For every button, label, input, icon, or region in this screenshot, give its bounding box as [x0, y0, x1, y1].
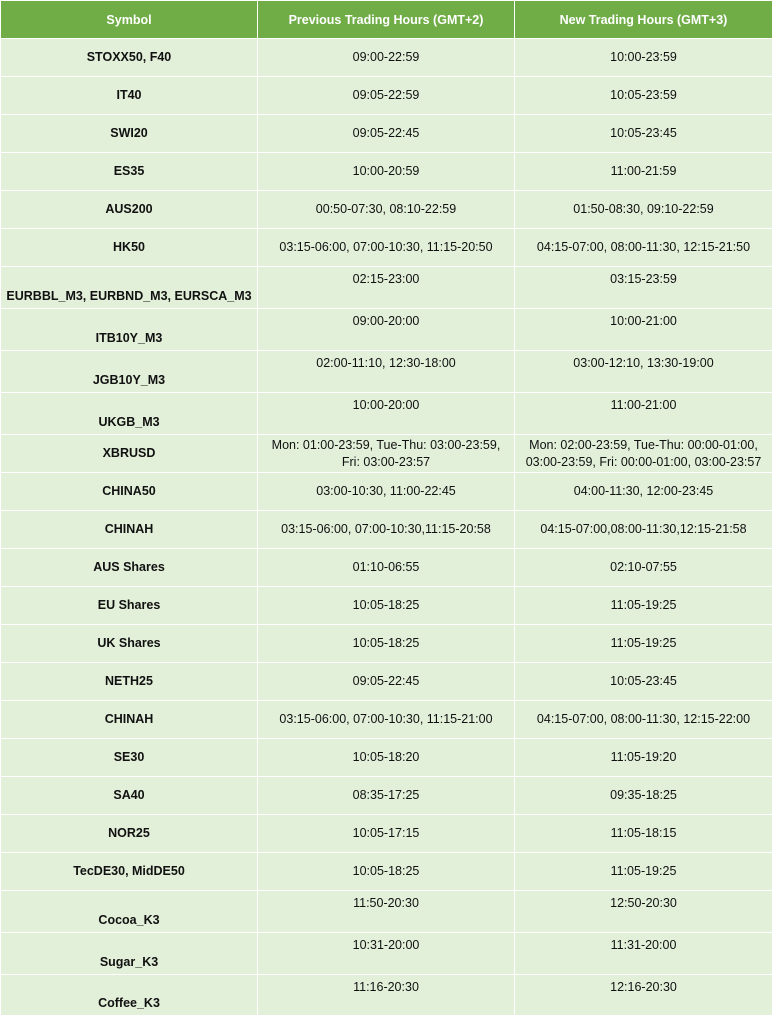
symbol-cell: NETH25	[1, 663, 258, 701]
symbol-cell: SA40	[1, 777, 258, 815]
previous-hours-cell: 00:50-07:30, 08:10-22:59	[258, 191, 515, 229]
previous-hours-cell: 10:00-20:00	[258, 393, 515, 435]
header-row	[1, 1, 773, 39]
previous-hours-cell: 03:15-06:00, 07:00-10:30, 11:15-20:50	[258, 229, 515, 267]
previous-hours-cell: 11:50-20:30	[258, 891, 515, 933]
previous-hours-cell: 09:00-20:00	[258, 309, 515, 351]
table-row	[1, 701, 773, 739]
symbol-cell: AUS Shares	[1, 549, 258, 587]
header-previous-hours: Previous Trading Hours (GMT+2)	[258, 1, 515, 39]
table-row	[1, 933, 773, 975]
new-hours-cell: 11:05-19:25	[515, 625, 773, 663]
new-hours-cell: 10:05-23:45	[515, 663, 773, 701]
previous-hours-cell: 02:15-23:00	[258, 267, 515, 309]
new-hours-cell: 11:05-19:20	[515, 739, 773, 777]
header-symbol: Symbol	[1, 1, 258, 39]
new-hours-cell: 02:10-07:55	[515, 549, 773, 587]
new-hours-cell: 04:15-07:00, 08:00-11:30, 12:15-21:50	[515, 229, 773, 267]
previous-hours-cell: 08:35-17:25	[258, 777, 515, 815]
symbol-cell: SWI20	[1, 115, 258, 153]
previous-hours-cell: 09:00-22:59	[258, 39, 515, 77]
table-row	[1, 393, 773, 435]
previous-hours-cell: 02:00-11:10, 12:30-18:00	[258, 351, 515, 393]
previous-hours-cell: 03:15-06:00, 07:00-10:30,11:15-20:58	[258, 511, 515, 549]
previous-hours-cell: 09:05-22:59	[258, 77, 515, 115]
new-hours-cell: 03:00-12:10, 13:30-19:00	[515, 351, 773, 393]
table-row	[1, 663, 773, 701]
new-hours-cell: 11:05-19:25	[515, 853, 773, 891]
new-hours-cell: 04:15-07:00, 08:00-11:30, 12:15-22:00	[515, 701, 773, 739]
new-hours-cell: Mon: 02:00-23:59, Tue-Thu: 00:00-01:00, 03:00-23:59, Fri: 00:00-01:00, 03:00-23:57	[515, 435, 773, 473]
previous-hours-cell: 09:05-22:45	[258, 115, 515, 153]
symbol-cell: SE30	[1, 739, 258, 777]
table-row	[1, 975, 773, 1016]
new-hours-cell: 03:15-23:59	[515, 267, 773, 309]
symbol-cell: STOXX50, F40	[1, 39, 258, 77]
table-row	[1, 309, 773, 351]
new-hours-cell: 12:16-20:30	[515, 975, 773, 1016]
table-row	[1, 191, 773, 229]
new-hours-cell: 11:31-20:00	[515, 933, 773, 975]
table-row	[1, 351, 773, 393]
symbol-cell: EU Shares	[1, 587, 258, 625]
table-row	[1, 473, 773, 511]
table-row	[1, 267, 773, 309]
new-hours-cell: 11:05-19:25	[515, 587, 773, 625]
new-hours-cell: 12:50-20:30	[515, 891, 773, 933]
new-hours-cell: 04:00-11:30, 12:00-23:45	[515, 473, 773, 511]
new-hours-cell: 11:00-21:59	[515, 153, 773, 191]
new-hours-cell: 01:50-08:30, 09:10-22:59	[515, 191, 773, 229]
previous-hours-cell: 10:05-18:25	[258, 587, 515, 625]
previous-hours-cell: 09:05-22:45	[258, 663, 515, 701]
table-row	[1, 625, 773, 663]
table-row	[1, 777, 773, 815]
symbol-cell: ES35	[1, 153, 258, 191]
previous-hours-cell: 10:05-18:20	[258, 739, 515, 777]
table-row	[1, 229, 773, 267]
table-row	[1, 549, 773, 587]
table-row	[1, 739, 773, 777]
previous-hours-cell: 03:15-06:00, 07:00-10:30, 11:15-21:00	[258, 701, 515, 739]
symbol-cell: ITB10Y_M3	[1, 309, 258, 351]
symbol-cell: UKGB_M3	[1, 393, 258, 435]
table-row	[1, 815, 773, 853]
symbol-cell: AUS200	[1, 191, 258, 229]
symbol-cell: CHINA50	[1, 473, 258, 511]
symbol-cell: JGB10Y_M3	[1, 351, 258, 393]
new-hours-cell: 10:05-23:59	[515, 77, 773, 115]
previous-hours-cell: 11:16-20:30	[258, 975, 515, 1016]
previous-hours-cell: 01:10-06:55	[258, 549, 515, 587]
symbol-cell: CHINAH	[1, 701, 258, 739]
symbol-cell: CHINAH	[1, 511, 258, 549]
table-row	[1, 77, 773, 115]
new-hours-cell: 11:00-21:00	[515, 393, 773, 435]
new-hours-cell: 04:15-07:00,08:00-11:30,12:15-21:58	[515, 511, 773, 549]
table-row	[1, 587, 773, 625]
table-row	[1, 153, 773, 191]
new-hours-cell: 11:05-18:15	[515, 815, 773, 853]
symbol-cell: XBRUSD	[1, 435, 258, 473]
header-new-hours: New Trading Hours (GMT+3)	[515, 1, 773, 39]
new-hours-cell: 10:05-23:45	[515, 115, 773, 153]
table-row	[1, 511, 773, 549]
symbol-cell: UK Shares	[1, 625, 258, 663]
symbol-cell: Sugar_K3	[1, 933, 258, 975]
table-row	[1, 853, 773, 891]
previous-hours-cell: 10:05-17:15	[258, 815, 515, 853]
table-row	[1, 891, 773, 933]
new-hours-cell: 10:00-23:59	[515, 39, 773, 77]
table-row	[1, 115, 773, 153]
previous-hours-cell: Mon: 01:00-23:59, Tue-Thu: 03:00-23:59, Fri: 03:00-23:57	[258, 435, 515, 473]
table-row	[1, 39, 773, 77]
previous-hours-cell: 10:05-18:25	[258, 853, 515, 891]
new-hours-cell: 10:00-21:00	[515, 309, 773, 351]
table-row	[1, 435, 773, 473]
symbol-cell: NOR25	[1, 815, 258, 853]
symbol-cell: Coffee_K3	[1, 975, 258, 1016]
symbol-cell: HK50	[1, 229, 258, 267]
previous-hours-cell: 03:00-10:30, 11:00-22:45	[258, 473, 515, 511]
new-hours-cell: 09:35-18:25	[515, 777, 773, 815]
symbol-cell: Cocoa_K3	[1, 891, 258, 933]
previous-hours-cell: 10:00-20:59	[258, 153, 515, 191]
symbol-cell: EURBBL_M3, EURBND_M3, EURSCA_M3	[1, 267, 258, 309]
previous-hours-cell: 10:05-18:25	[258, 625, 515, 663]
previous-hours-cell: 10:31-20:00	[258, 933, 515, 975]
symbol-cell: IT40	[1, 77, 258, 115]
symbol-cell: TecDE30, MidDE50	[1, 853, 258, 891]
